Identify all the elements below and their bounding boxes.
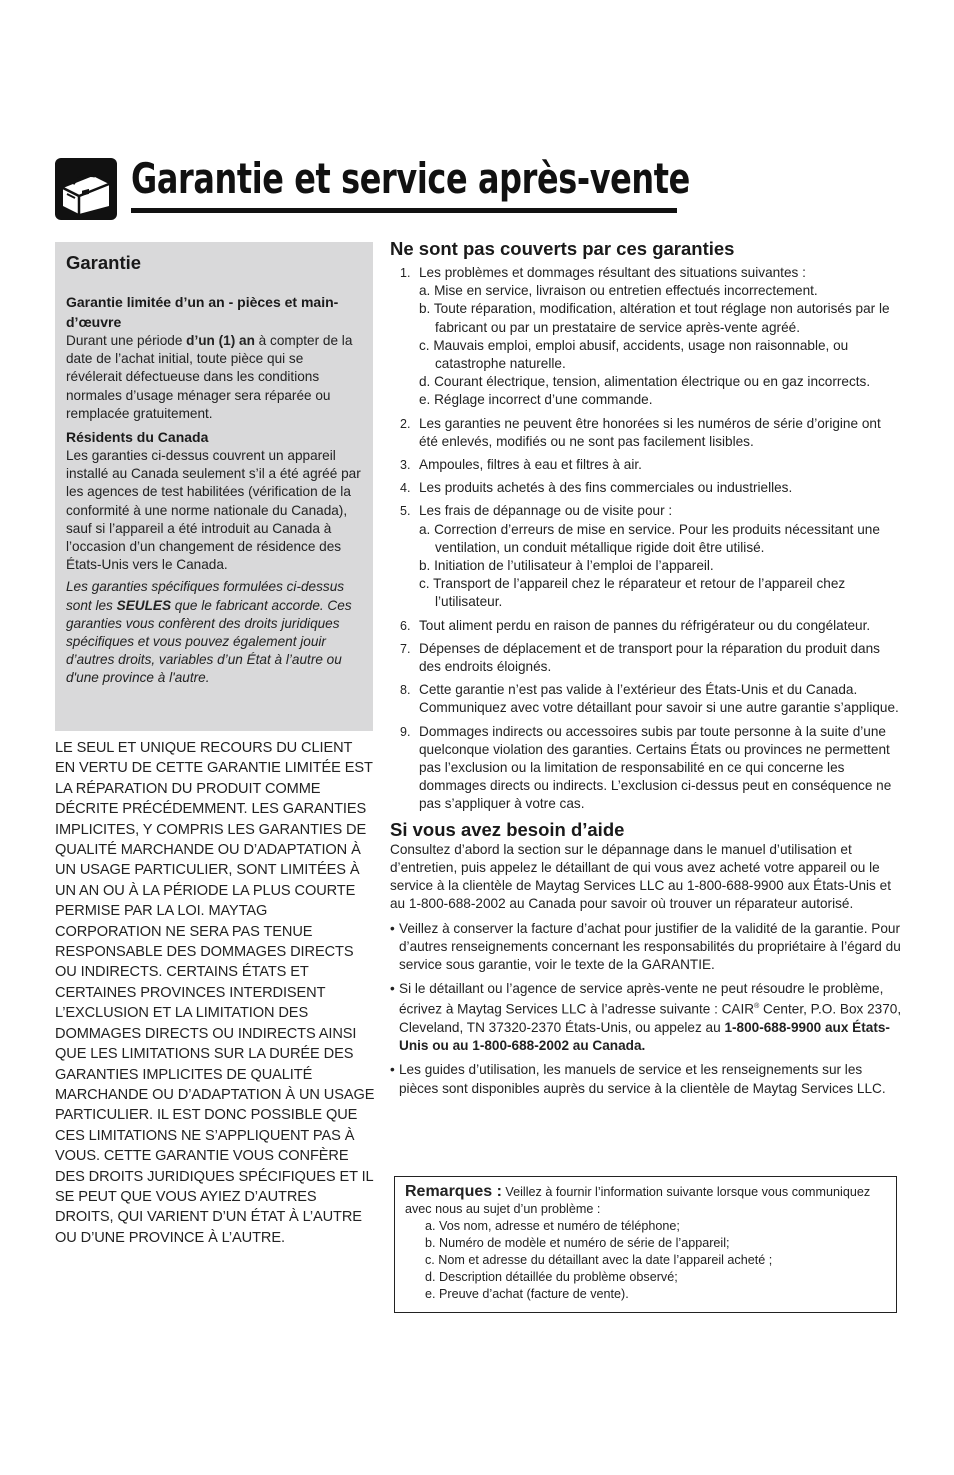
- exclusion-text: Les problèmes et dommages résultant des situations suivantes :: [419, 265, 806, 280]
- contact-phone-numbers: 1-800-688-9900 aux États-Unis ou au 1-800-688-2002 au Canada.: [399, 1020, 890, 1054]
- exclusion-item: [390, 617, 902, 635]
- exclusions-heading: Ne sont pas couverts par ces garanties: [390, 238, 735, 259]
- remarks-item: b. Numéro de modèle et numéro de série de l’appareil;: [425, 1236, 730, 1250]
- remarks-list: [405, 1218, 886, 1303]
- limited-warranty-title: Garantie limitée d’un an - pièces et main-d’œuvre: [66, 294, 339, 330]
- exclusion-body: [419, 723, 902, 814]
- exclusion-number: 9.: [400, 724, 411, 739]
- exclusion-item: [390, 479, 902, 497]
- exclusion-item: [390, 502, 902, 611]
- right-column: [390, 238, 902, 1098]
- exclusion-number: 8.: [400, 683, 411, 698]
- help-bullet-invoice: [390, 920, 902, 975]
- exclusion-text: Tout aliment perdu en raison de pannes du réfrigérateur ou du congélateur.: [419, 617, 871, 633]
- limited-warranty-text: [66, 332, 362, 423]
- help-heading: Si vous avez besoin d’aide: [390, 818, 625, 840]
- help-bullet-text: Les guides d’utilisation, les manuels de service et les renseignements sur les pièces sont disponibles auprès du service à la clientèle de Maytag Services LLC.: [399, 1062, 886, 1096]
- specific-warranties-post: que le fabricant accorde. Ces garanties vous confèrent des droits juridiques spécifiques et vous pouvez également jouir d’autres droits, variables d’un État à l’autre ou d'une province à l'autre.: [66, 597, 352, 686]
- remarks-item: a. Vos nom, adresse et numéro de téléphone;: [425, 1219, 680, 1233]
- limited-warranty-text-post: à compter de la date de l’achat initial, toute pièce qui se révélerait défectueuse dans les conditions normales d’usage ménager sera réparée ou remplacée gratuitement.: [66, 333, 353, 421]
- exclusion-item: [390, 415, 902, 451]
- exclusion-subitem: c. Mauvais emploi, emploi abusif, accidents, usage non raisonnable, ou catastrophe naturelle.: [419, 337, 849, 372]
- warranty-heading: Garantie: [66, 252, 142, 273]
- exclusion-text: Les frais de dépannage ou de visite pour :: [419, 503, 673, 519]
- exclusion-item: [390, 264, 902, 410]
- help-bullet-text: Veillez à conserver la facture d’achat pour justifier de la validité de la garantie. Pour d’autres renseignements concernant les responsabilités du propriétaire à l’égard du service sous garantie, voir le texte de la GARANTIE.: [399, 920, 901, 972]
- bullet-marker: •: [390, 981, 395, 997]
- exclusion-subitem: a. Correction d’erreurs de mise en service. Pour les produits nécessitant une ventilation, un conduit métallique rigide doit être utilisé.: [419, 521, 880, 555]
- toolbox-icon: [55, 158, 117, 220]
- limited-warranty-text-pre: Durant une période: [66, 333, 187, 348]
- exclusion-number: 2.: [400, 416, 411, 431]
- exclusion-number: 1.: [400, 266, 411, 280]
- exclusion-subitem: b. Initiation de l’utilisateur à l’emploi de l’appareil.: [419, 558, 714, 574]
- canada-residents-title: Résidents du Canada: [66, 429, 209, 446]
- remarks-heading: Remarques :: [405, 1183, 502, 1200]
- exclusion-number: 4.: [400, 481, 411, 496]
- exclusion-number: 5.: [400, 504, 411, 519]
- contact-address: Center, P.O. Box 2370, Cleveland, TN 37320-2370 États-Unis, ou appelez au: [399, 1001, 902, 1036]
- help-bullet-contact: [390, 980, 902, 1055]
- exclusion-item: [390, 723, 902, 814]
- exclusion-subitem: a. Mise en service, livraison ou entretien effectués incorrectement.: [419, 283, 818, 299]
- exclusions-list: [390, 264, 902, 814]
- exclusion-item: [390, 456, 902, 474]
- help-bullet-text: [399, 980, 902, 1055]
- exclusion-subitem: e. Réglage incorrect d’une commande.: [419, 392, 653, 408]
- help-intro: Consultez d’abord la section sur le dépannage dans le manuel d’utilisation et d’entretien, puis appelez le détaillant de qui vous avez acheté votre appareil ou le service à la clientèle de Maytag Services LLC au 1-800-688-9900 aux États-Unis et au 1-800-688-2002 au Canada pour savoir où trouver un réparateur autorisé.: [390, 841, 891, 912]
- remarks-box: [394, 1176, 897, 1313]
- exclusion-number: 3.: [400, 458, 411, 473]
- exclusion-body: [419, 456, 902, 474]
- exclusion-text: Les garanties ne peuvent être honorées si les numéros de série d’origine ont été enlevés, modifiés ou ne sont pas facilement lisibles.: [419, 415, 881, 449]
- exclusion-number: 6.: [400, 618, 411, 633]
- exclusion-body: [419, 415, 902, 451]
- specific-warranties-pre: Les garanties spécifiques formulées ci-dessus sont les: [66, 579, 345, 613]
- registered-mark: ®: [754, 1003, 760, 1011]
- exclusion-subitem: b. Toute réparation, modification, altération et tout réglage non autorisés par le fabricant ou par un prestataire de service après-vente agréé.: [419, 301, 890, 335]
- exclusion-item: [390, 640, 902, 676]
- remarks-item: d. Description détaillée du problème observé;: [425, 1270, 678, 1284]
- exclusion-text: Cette garantie n’est pas valide à l’extérieur des États-Unis et du Canada. Communiquez avec votre détaillant pour savoir si une autre garantie s’applique.: [419, 682, 899, 716]
- page-header: [55, 152, 690, 218]
- disclaimer-text: LE SEUL ET UNIQUE RECOURS DU CLIENT EN VERTU DE CETTE GARANTIE LIMITÉE EST LA RÉPARATION DU PRODUIT COMME DÉCRITE PRÉCÉDEMMENT. LES GARANTIES IMPLICITES, Y COMPRIS LES GARANTIES DE QUALITÉ MARCHANDE OU D’ADAPTATION À UN USAGE PARTICULIER, SONT LIMITÉES À UN AN OU À LA PÉRIODE LA PLUS COURTE PERMISE PAR LA LOI. MAYTAG CORPORATION NE SERA PAS TENUE RESPONSABLE DES DOMMAGES DIRECTS OU INDIRECTS. CERTAINS ÉTATS ET CERTAINES PROVINCES INTERDISENT L’EXCLUSION ET LA LIMITATION DES DOMMAGES DIRECTS OU INDIRECTS AINSI QUE LES LIMITATIONS SUR LA DURÉE DES GARANTIES IMPLICITES DE QUALITÉ MARCHANDE OU D’ADAPTATION À UN USAGE PARTICULIER. IL EST DONC POSSIBLE QUE CES LIMITATIONS NE S’APPLIQUENT PAS À VOUS. CETTE GARANTIE VOUS CONFÈRE DES DROITS JURIDIQUES SPÉCIFIQUES ET IL SE PEUT QUE VOUS AYIEZ D’AUTRES DROITS, QUI VARIENT D’UN ÉTAT À L’AUTRE OU D’UNE PROVINCE À L’AUTRE.: [55, 740, 375, 1246]
- bullet-marker: •: [390, 1062, 395, 1078]
- exclusion-subitem: d. Courant électrique, tension, alimentation électrique ou en gaz incorrects.: [419, 374, 871, 390]
- help-bullet-guides: [390, 1061, 902, 1097]
- remarks-item: c. Nom et adresse du détaillant avec la date l’appareil acheté ;: [425, 1253, 773, 1267]
- exclusion-body: [419, 479, 902, 497]
- page-title: Garantie et service après-vente: [131, 154, 690, 203]
- title-underline: [131, 208, 677, 213]
- exclusion-number: 7.: [400, 641, 411, 656]
- canada-residents-text: Les garanties ci-dessus couvrent un appareil installé au Canada seulement s’il a été agréé par les agences de test habilitées (vérification de la conformité à une norme nationale du Canada), sauf si l’appareil a été introduit au Canada à l’occasion d’un changement de résidence des États-Unis vers le Canada.: [66, 448, 361, 573]
- remarks-item: e. Preuve d’achat (facture de vente).: [425, 1287, 629, 1301]
- exclusion-body: [419, 502, 902, 611]
- exclusion-subitem: c. Transport de l’appareil chez le réparateur et retour de l’appareil chez l’utilisateur.: [419, 576, 846, 610]
- exclusion-item: [390, 681, 902, 717]
- limited-warranty-duration: d’un (1) an: [186, 333, 255, 348]
- remarks-intro: [405, 1183, 886, 1218]
- specific-warranties-text: [66, 578, 362, 687]
- exclusion-body: [419, 681, 902, 717]
- contact-text-pre: Si le détaillant ou l’agence de service après-vente ne peut résoudre le problème, écrivez à Maytag Services LLC à l’adresse suivante : CAIR: [399, 981, 884, 1017]
- exclusion-text: Dommages indirects ou accessoires subis par toute personne à la suite d’une quelconque violation des garanties. Certains États ou provinces ne permettent pas l’exclusion ou la limitation de responsabilité en ce qui concerne les dommages directs ou indirects. L’exclusion ci-dessus peut en conséquence ne pas s’appliquer à votre cas.: [419, 723, 892, 812]
- remarks-intro-text: Veillez à fournir l’information suivante lorsque vous communiquez avec nous au sujet d’un problème :: [405, 1185, 871, 1216]
- exclusion-body: [419, 640, 902, 676]
- exclusion-body: [419, 264, 902, 410]
- exclusion-text: Les produits achetés à des fins commerciales ou industrielles.: [419, 480, 793, 496]
- warranty-box: [55, 242, 373, 731]
- exclusion-text: Ampoules, filtres à eau et filtres à air.: [419, 457, 642, 473]
- exclusion-text: Dépenses de déplacement et de transport pour la réparation du produit dans des endroits éloignés.: [419, 640, 880, 675]
- exclusion-body: [419, 617, 902, 635]
- specific-warranties-bold: SEULES: [116, 597, 172, 613]
- bullet-marker: •: [390, 920, 395, 936]
